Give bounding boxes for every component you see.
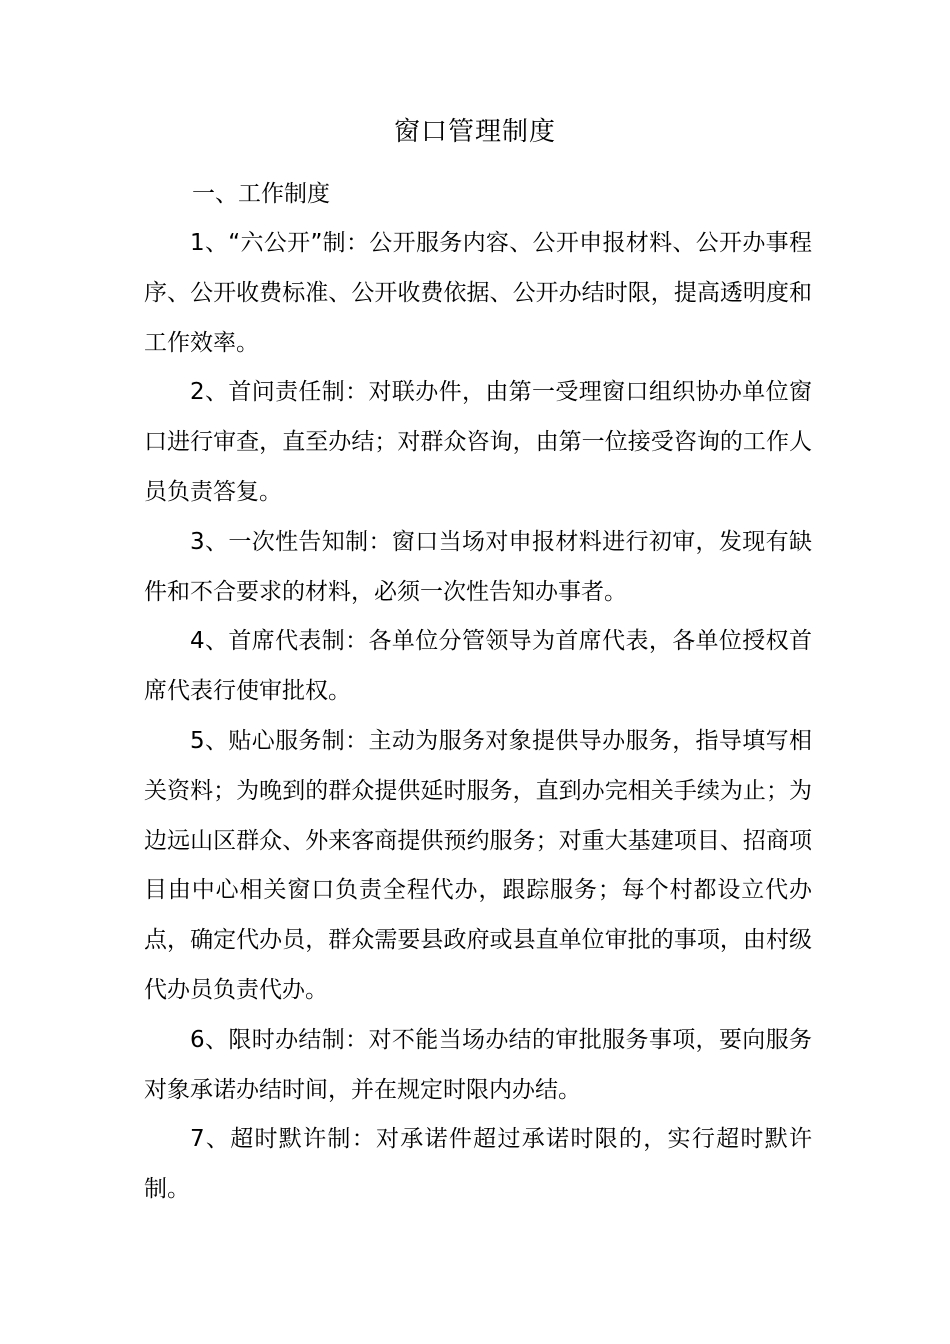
paragraph-one-time-notice: 3、一次性告知制：窗口当场对申报材料进行初审，发现有缺件和不合要求的材料，必须一次性告知办事者。 (144, 528, 812, 605)
paragraph-six-public: 1、“六公开”制：公开服务内容、公开申报材料、公开办事程序、公开收费标准、公开收费依据、公开办结时限，提高透明度和工作效率。 (144, 230, 812, 356)
paragraph-first-inquiry: 2、首问责任制：对联办件，由第一受理窗口组织协办单位窗口进行审查，直至办结；对群众咨询，由第一位接受咨询的工作人员负责答复。 (144, 379, 812, 505)
paragraph-chief-representative: 4、首席代表制：各单位分管领导为首席代表，各单位授权首席代表行使审批权。 (144, 628, 812, 705)
document-title: 窗口管理制度 (393, 117, 556, 147)
section-heading: 一、工作制度 (192, 181, 330, 207)
paragraph-time-limit: 6、限时办结制：对不能当场办结的审批服务事项，要向服务对象承诺办结时间，并在规定时限内办结。 (144, 1026, 812, 1103)
paragraph-considerate-service: 5、贴心服务制：主动为服务对象提供导办服务，指导填写相关资料；为晚到的群众提供延时服务，直到办完相关手续为止；为边远山区群众、外来客商提供预约服务；对重大基建项目、招商项目由中心相关窗口负责全程代办，跟踪服务；每个村都设立代办点，确定代办员，群众需要县政府或县直单位审批的事项，由村级代办员负责代办。 (144, 727, 812, 1003)
document-body (144, 219, 812, 1215)
paragraph-overtime-consent: 7、超时默许制：对承诺件超过承诺时限的，实行超时默许制。 (144, 1126, 812, 1203)
